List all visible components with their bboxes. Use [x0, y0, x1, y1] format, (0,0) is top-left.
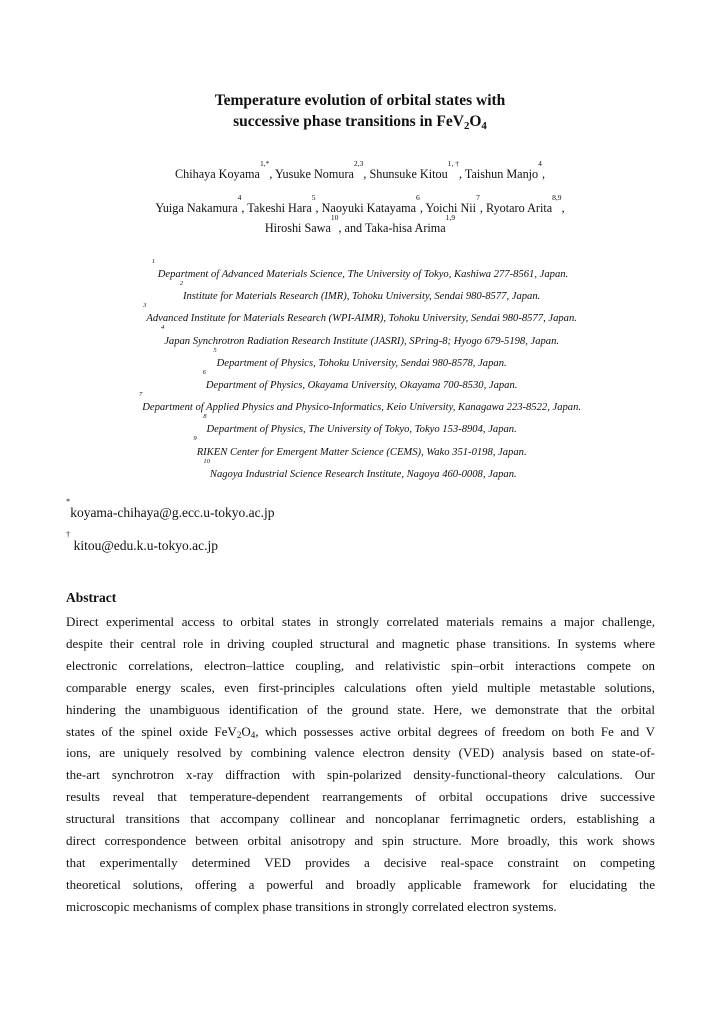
affiliation: $^9$RIKEN Center for Emergent Matter Science (CEMS), Wako 351-0198, Japan. — [193, 435, 527, 458]
author-name: Takeshi Hara — [247, 201, 312, 215]
abstract-line: microscopic mechanisms of complex phase transitions in strongly correlated electron systems. — [66, 898, 557, 914]
affiliation: $^2$Institute for Materials Research (IMR), Tohoku University, Sendai 980-8577, Japan. — [179, 279, 541, 303]
author-name: Yusuke Nomura — [275, 167, 354, 181]
author-name: Yuiga Nakamura — [155, 201, 238, 215]
corresponding-email-2: † kitou@edu.k.u-tokyo.ac.jp — [66, 530, 218, 553]
affiliation: $^7$Department of Applied Physics and Physico-Informatics, Keio University, Kanagawa 223-8522, Japan. — [138, 390, 582, 414]
author-name: Taishun Manjo — [464, 167, 539, 181]
author-name: Shunsuke Kitou — [369, 167, 448, 181]
abstract-heading: Abstract — [66, 590, 117, 605]
author-affil-marker: 4 — [237, 193, 242, 203]
corresponding-email-1: *koyama-chihaya@g.ecc.u-tokyo.ac.jp — [66, 497, 275, 520]
email-address[interactable]: kitou@edu.k.u-tokyo.ac.jp — [70, 538, 218, 553]
author-name: Yoichi Nii — [425, 201, 477, 215]
title-line-2: successive phase transitions in $FeV_2O_4$ — [233, 113, 487, 132]
affiliation: $^4$Japan Synchrotron Radiation Research Institute (JASRI), SPring-8; Hyogo 679-5198, Japan. — [160, 324, 560, 347]
affiliation: $^5$Department of Physics, Tohoku University, Sendai 980-8578, Japan. — [213, 346, 507, 369]
author-affil-marker: 5 — [311, 193, 316, 203]
affiliation: $^8$Department of Physics, The University of Tokyo, Tokyo 153-8904, Japan. — [203, 413, 517, 436]
abstract-body — [66, 611, 655, 918]
abstract-line: comparable energy scales, even first-principles calculations often yield multiple metastable solutions, — [66, 679, 655, 695]
affiliation: $^{10}$Nagoya Industrial Science Research Institute, Nagoya 460-0008, Japan. — [203, 457, 517, 480]
author-affil-marker: 4 — [538, 159, 542, 169]
author-name: Ryotaro Arita — [485, 201, 553, 215]
author-affil-marker: 6 — [416, 193, 420, 203]
abstract-line: structural transitions that accompany collinear and noncoplanar ferrimagnetic orders, establishing a — [66, 811, 655, 827]
author-line-3: Hiroshi Sawa$^{10}$, and Taka-hisa Arima$^{1,9}$ — [264, 213, 456, 235]
author-affil-marker: 1,* — [259, 159, 270, 169]
author-affil-marker: 7 — [476, 193, 480, 203]
author-affil-marker: 2,3 — [353, 159, 364, 169]
title-line-1: Temperature evolution of orbital states with — [214, 92, 506, 109]
abstract-line: states of the spinel oxide $FeV_2O_4$, which possesses active orbital degrees of freedom on both Fe and V — [66, 723, 655, 740]
abstract-line: electronic correlations, electron–lattice coupling, and relativistic spin–orbit interactions compete on — [66, 657, 655, 673]
abstract-line: that experimentally determined VED provides a decisive real-space constraint on competing — [66, 854, 655, 870]
affiliation: $^1$ Department of Advanced Materials Science, The University of Tokyo, Kashiwa 277-8561, Japan. — [151, 257, 569, 280]
abstract-line: the-art synchrotron x-ray diffraction with spin-polarized density-functional-theory calculations. Our — [66, 767, 655, 783]
author-name: and Taka-hisa Arima — [344, 221, 446, 235]
author-line-2: Yuiga Nakamura$^4$, Takeshi Hara$^5$, Naoyuki Katayama$^6$, Yoichi Nii$^7$, Ryotaro Arita$^{8,9}$, — [155, 193, 565, 215]
abstract-line: theoretical solutions, offering a powerful and broadly applicable framework for elucidating the — [66, 876, 655, 892]
abstract-line: direct correspondence between orbital anisotropy and spin structure. More broadly, this work shows — [66, 833, 655, 849]
author-affil-marker: 8,9 — [552, 193, 562, 203]
author-name: Naoyuki Katayama — [321, 201, 417, 215]
email-address[interactable]: koyama-chihaya@g.ecc.u-tokyo.ac.jp — [70, 505, 275, 520]
author-affil-marker: 1, † — [447, 159, 459, 169]
author-line-1: Chihaya Koyama$^{1,*}$, Yusuke Nomura$^{2,3}$, Shunsuke Kitou$^{1, \dagger}$, Taishun Manjo$^4$, — [175, 159, 545, 181]
author-affil-marker: 10 — [330, 213, 339, 223]
abstract-line: Direct experimental access to orbital states in strongly correlated materials remains a major challenge, — [66, 614, 655, 629]
abstract-line: results reveal that temperature-dependent rearrangements of orbital occupations drive successive — [66, 789, 655, 805]
author-name: Chihaya Koyama — [175, 167, 260, 181]
affiliation: $^6$Department of Physics, Okayama University, Okayama 700-8530, Japan. — [202, 368, 518, 392]
abstract-line: despite their central role in driving coupled structural and magnetic phase transitions. In systems where — [66, 635, 655, 651]
abstract-line: hindering the unambiguous identification of the ground state. Here, we demonstrate that the orbital — [66, 701, 655, 717]
affiliation: $^3$Advanced Institute for Materials Research (WPI-AIMR), Tohoku University, Sendai 980-8577, Japan. — [143, 302, 577, 325]
abstract-line: ions, are uniquely resolved by combining valence electron density (VED) analysis based on state-of- — [66, 745, 655, 761]
paper-title — [0, 90, 720, 132]
author-affil-marker: 1,9 — [445, 213, 456, 223]
affiliation-list — [0, 257, 720, 486]
author-name: Hiroshi Sawa — [264, 221, 331, 235]
